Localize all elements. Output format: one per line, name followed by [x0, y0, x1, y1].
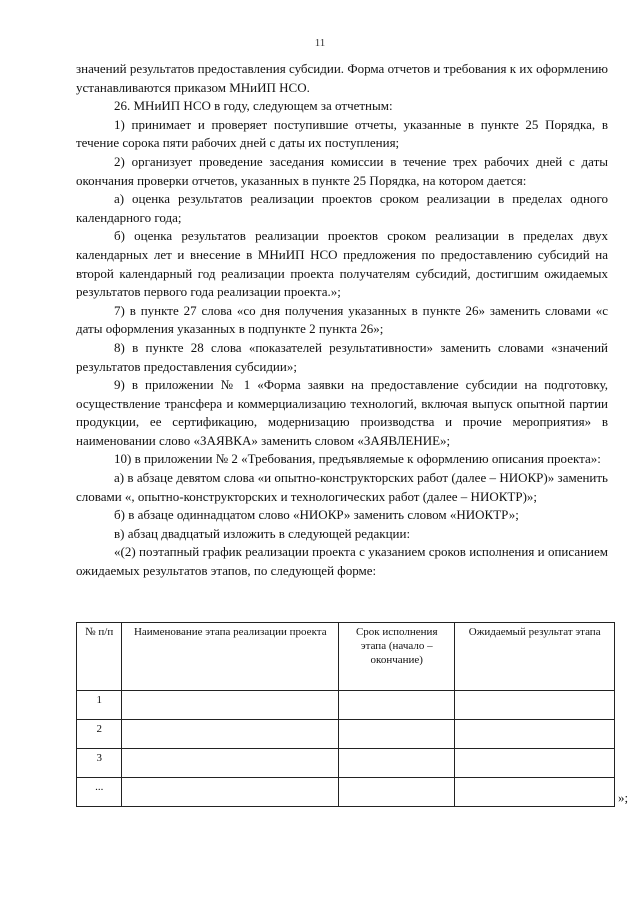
table-row: [77, 691, 615, 720]
table-cell: [122, 691, 339, 720]
table-cell: [339, 720, 455, 749]
table-row: [77, 720, 615, 749]
header-cell-term: Срок исполнения этапа (начало – окончание): [339, 623, 455, 691]
table-cell: 2: [77, 720, 122, 749]
header-cell-expected-result: Ожидаемый результат этапа: [455, 623, 615, 691]
stage-schedule-table-wrap: [76, 622, 616, 807]
header-cell-number: № п/п: [77, 623, 122, 691]
paragraph: б) оценка результатов реализации проектов сроком реализации в пределах двух календарных лет и внесение в МНиИП НСО предложения по предоставлению субсидий на второй календарный год реализации проекта получателям субсидий, достигшим ожидаемых результатов первого года реализации проекта.»;: [76, 228, 608, 300]
paragraph: 10) в приложении № 2 «Требования, предъявляемые к оформлению описания проекта»:: [114, 451, 601, 467]
closing-quote-mark: »;: [618, 790, 629, 805]
paragraph: значений результатов предоставления субсидии. Форма отчетов и требования к их оформлению устанавливаются приказом МНиИП НСО.: [76, 61, 608, 95]
table-cell: [122, 720, 339, 749]
table-cell: [455, 749, 615, 778]
table-cell: [339, 749, 455, 778]
paragraph: «(2) поэтапный график реализации проекта с указанием сроков исполнения и описанием ожидаемых результатов этапов, по следующей форме:: [76, 544, 608, 579]
paragraph: 1) принимает и проверяет поступившие отчеты, указанные в пункте 25 Порядка, в течение сорока пяти рабочих дней с даты их поступления;: [76, 116, 608, 151]
stage-schedule-table: [76, 622, 615, 807]
table-cell: [455, 720, 615, 749]
paragraph: в) абзац двадцатый изложить в следующей редакции:: [114, 525, 411, 541]
table-cell: [122, 778, 339, 807]
table-cell: ...: [77, 778, 122, 807]
table-cell: 3: [77, 749, 122, 778]
table-cell: 1: [77, 691, 122, 720]
table-cell: [339, 691, 455, 720]
paragraph: 8) в пункте 28 слова «показателей результативности» заменить словами «значений результатов предоставления субсидии»;: [76, 339, 608, 374]
paragraph: а) оценка результатов реализации проектов сроком реализации в пределах одного календарного года;: [76, 191, 608, 225]
header-cell-stage-name: Наименование этапа реализации проекта: [122, 623, 339, 691]
table-cell: [455, 691, 615, 720]
table-header-row: [77, 623, 615, 691]
paragraph: 26. МНиИП НСО в году, следующем за отчетным:: [114, 98, 393, 114]
table-cell: [339, 778, 455, 807]
page-number: 11: [314, 37, 326, 49]
paragraph: 2) организует проведение заседания комиссии в течение трех рабочих дней с даты окончания проверки отчетов, указанных в пункте 25 Порядка, на котором дается:: [76, 153, 608, 188]
paragraph: б) в абзаце одиннадцатом слово «НИОКР» заменить словом «НИОКТР»;: [114, 507, 519, 523]
paragraph: а) в абзаце девятом слова «и опытно-конструкторских работ (далее – НИОКР)» заменить словами «, опытно-конструкторских и технологических работ (далее – НИОКТР)»;: [76, 470, 608, 504]
paragraph: 9) в приложении № 1 «Форма заявки на предоставление субсидии на подготовку, осуществление трансфера и коммерциализацию технологий, включая выпуск опытной партии продукции, ее сертификацию, модернизацию производства и прочие мероприятия» в наименовании слово «ЗАЯВКА» заменить словом «ЗАЯВЛЕНИЕ»;: [76, 377, 608, 448]
table-cell: [455, 778, 615, 807]
document-body: [76, 60, 608, 581]
table-cell: [122, 749, 339, 778]
table-row: [77, 778, 615, 807]
paragraph: 7) в пункте 27 слова «со дня получения указанных в пункте 26» заменить словами «с даты оформления указанных в подпункте 2 пункта 26»;: [76, 302, 608, 337]
table-row: [77, 749, 615, 778]
